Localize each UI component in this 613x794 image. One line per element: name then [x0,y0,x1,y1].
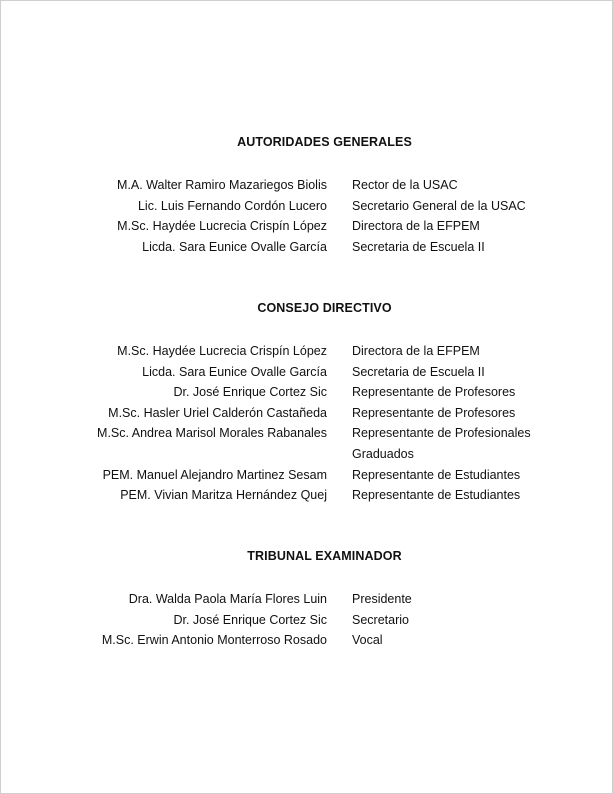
member-role: Representante de Estudiantes [352,488,521,503]
member-row [1,423,612,464]
member-name: Dr. José Enrique Cortez Sic [173,612,327,627]
section-title: AUTORIDADES GENERALES [237,135,412,149]
member-role: Presidente [352,592,412,606]
member-row [1,630,612,651]
member-row [1,465,612,486]
member-list [1,341,612,506]
section-consejo-directivo [1,300,612,506]
member-row [1,196,612,217]
member-name: M.A. Walter Ramiro Mazariegos Biolis [116,178,327,192]
member-role: Representante de Profesionales Graduados [352,426,531,461]
member-row [1,175,612,196]
member-list [1,175,612,257]
member-role: Directora de la EFPEM [352,219,480,234]
member-row [1,237,612,258]
section-autoridades-generales [1,134,612,257]
member-row [1,485,612,506]
member-role: Representante de Profesores [352,405,516,420]
member-name: PEM. Vivian Maritza Hernández Quej [120,488,327,503]
member-row [1,610,612,631]
member-role: Representante de Estudiantes [352,467,521,482]
member-role: Representante de Profesores [352,385,516,400]
member-role: Directora de la EFPEM [352,344,480,358]
member-name: M.Sc. Haydée Lucrecia Crispín López [117,344,327,358]
section-title: TRIBUNAL EXAMINADOR [247,549,402,563]
member-row [1,216,612,237]
member-role: Secretario General de la USAC [352,198,526,213]
member-name: M.Sc. Hasler Uriel Calderón Castañeda [108,405,327,420]
member-row [1,589,612,610]
member-row [1,382,612,403]
member-row [1,341,612,362]
member-name: Licda. Sara Eunice Ovalle García [142,364,327,379]
member-name: M.Sc. Erwin Antonio Monterroso Rosado [101,633,327,648]
section-title: CONSEJO DIRECTIVO [257,301,392,315]
member-role: Vocal [352,633,383,648]
member-name: M.Sc. Andrea Marisol Morales Rabanales [97,426,327,441]
member-role: Secretaria de Escuela II [352,239,485,254]
member-role: Rector de la USAC [352,178,458,192]
member-role: Secretaria de Escuela II [352,364,485,379]
member-name: Lic. Luis Fernando Cordón Lucero [137,198,327,213]
section-tribunal-examinador [1,548,612,651]
member-name: Licda. Sara Eunice Ovalle García [142,239,327,254]
member-row [1,362,612,383]
member-name: PEM. Manuel Alejandro Martinez Sesam [102,467,327,482]
member-name: Dra. Walda Paola María Flores Luin [128,592,327,606]
member-list [1,589,612,651]
member-name: Dr. José Enrique Cortez Sic [173,385,327,400]
member-role: Secretario [352,612,409,627]
member-row [1,403,612,424]
member-name: M.Sc. Haydée Lucrecia Crispín López [117,219,327,234]
